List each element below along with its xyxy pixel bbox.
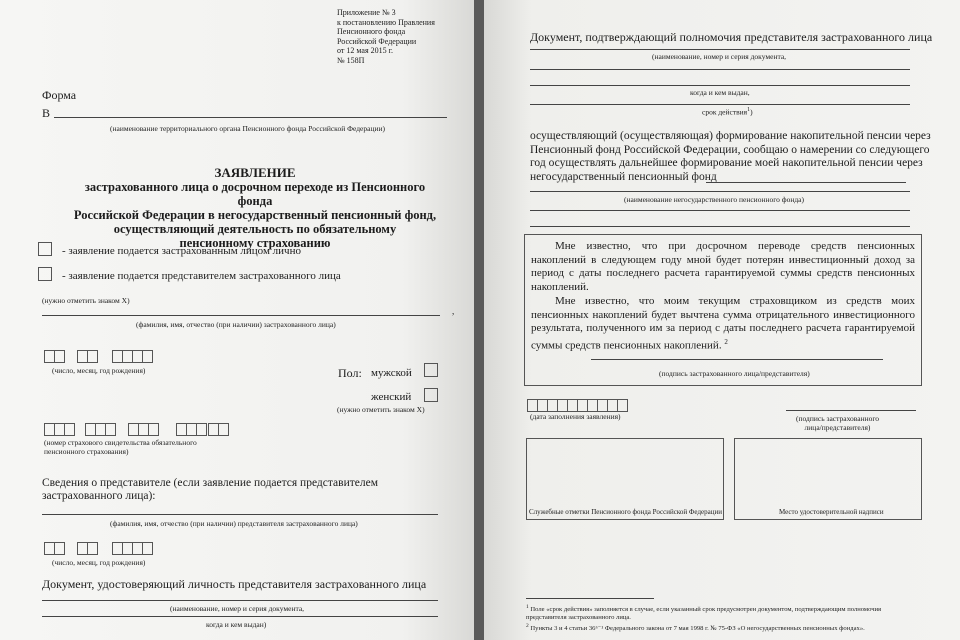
rep-birth-month-cells[interactable]: [77, 542, 97, 555]
npf-field-1[interactable]: [530, 191, 910, 192]
rep-fio-field[interactable]: [42, 514, 438, 515]
pfr-caption: (наименование территориального органа Пенсионного фонда Российской Федерации): [110, 124, 386, 133]
document-title: ЗАЯВЛЕНИЕ: [214, 165, 296, 180]
notice-paragraph-2: [531, 295, 915, 353]
rep-birth-caption: (число, месяц, год рождения): [52, 558, 146, 567]
footnote-separator: [526, 598, 654, 599]
option-personal-label: - заявление подается застрахованным лицом лично: [62, 245, 301, 257]
sex-female-label: женский: [371, 391, 412, 403]
notice-signature-field[interactable]: [591, 359, 883, 360]
rep-info-line-2: застрахованного лица):: [42, 490, 156, 502]
sign2-caption-line: лица/представителя): [804, 423, 871, 432]
footnote-ref-1: 1: [747, 107, 751, 113]
appendix-line: Российской Федерации: [337, 36, 417, 46]
pfr-service-caption: Служебные отметки Пенсионного фонда Российской Федерации: [529, 508, 722, 516]
snils-cells-1[interactable]: [44, 423, 74, 436]
snils-cells-5[interactable]: [208, 423, 228, 436]
snils-caption-line: пенсионного страхования): [44, 447, 129, 456]
auth-caption-3-end: ): [750, 107, 753, 117]
signature-field[interactable]: [786, 410, 916, 411]
footnote-ref-2: 2: [724, 337, 728, 346]
date-caption: (дата заполнения заявления): [530, 412, 621, 421]
mark-note: (нужно отметить знаком Х): [42, 296, 130, 305]
subtitle-line: Российской Федерации в негосударственный пенсионный фонд,: [73, 208, 437, 222]
right-page: [484, 0, 960, 640]
form-label: Форма: [42, 88, 77, 102]
npf-field-inline[interactable]: [706, 182, 906, 183]
rep-doc-caption-2: когда и кем выдан): [206, 620, 267, 629]
npf-caption: (наименование негосударственного пенсионного фонда): [624, 195, 804, 204]
notice-paragraph-2-text: Мне известно, что моим текущим страховщиком из средств моих пенсионных накоплений будет вычтена сумма отрицательного инвестиционного результата, полученного им за период с даты последнего расчета гарантируемой суммы средств пенсионных накоплений.: [531, 295, 915, 352]
footnote-1-mark: 1: [526, 604, 529, 610]
subtitle-line: застрахованного лица о досрочном переходе из Пенсионного фонда: [84, 180, 426, 208]
body-text: [530, 130, 931, 184]
notice-paragraph-1: Мне известно, что при досрочном переводе средств пенсионных накоплений в следующем году мной будет потерян инвестиционный доход за период с даты последнего расчета гарантируемой суммы средств пенсионных накоплений.: [531, 240, 915, 293]
appendix-line: № 158П: [337, 55, 365, 65]
checkbox-representative[interactable]: [38, 267, 52, 281]
snils-cells-4[interactable]: [176, 423, 206, 436]
birth-day-cells[interactable]: [44, 350, 64, 363]
sign2-caption: [796, 414, 879, 432]
left-page: [0, 0, 474, 640]
appendix-line: от 12 мая 2015 г.: [337, 46, 394, 55]
rep-doc-caption-1: (наименование, номер и серия документа,: [170, 604, 305, 613]
snils-caption-line: (номер страхового свидетельства обязательного: [44, 438, 197, 447]
body-line: негосударственный пенсионный фонд: [530, 170, 717, 183]
footnote-2: [526, 622, 918, 633]
sex-male-label: мужской: [371, 367, 412, 379]
sex-note: (нужно отметить знаком Х): [337, 405, 425, 414]
rep-birth-year-cells[interactable]: [112, 542, 152, 555]
rep-birth-day-cells[interactable]: [44, 542, 64, 555]
appendix-block: [337, 8, 435, 65]
auth-doc-field-4[interactable]: [530, 104, 910, 105]
snils-cells-3[interactable]: [128, 423, 158, 436]
rep-doc-title: Документ, удостоверяющий личность представителя застрахованного лица: [42, 577, 427, 591]
auth-doc-field-1[interactable]: [530, 49, 910, 50]
rep-info-line-1: Сведения о представителе (если заявление подается представителем: [42, 477, 378, 489]
pfr-field[interactable]: [54, 117, 447, 118]
snils-cells-2[interactable]: [85, 423, 115, 436]
npf-field-2[interactable]: [530, 210, 910, 211]
birth-month-cells[interactable]: [77, 350, 97, 363]
auth-caption-1: (наименование, номер и серия документа,: [652, 52, 787, 61]
checkbox-male[interactable]: [424, 363, 438, 377]
auth-caption-2: когда и кем выдан,: [690, 88, 750, 97]
footnote-2-mark: 2: [526, 623, 529, 630]
footnotes: [526, 603, 918, 633]
subtitle-line: пенсионному страхованию: [179, 236, 331, 250]
appendix-line: Приложение № 3: [337, 8, 396, 17]
birth-caption: (число, месяц, год рождения): [52, 366, 146, 375]
subtitle-line: осуществляющий деятельность по обязательному: [113, 222, 397, 236]
notice-box: [524, 234, 922, 386]
sign2-caption-line: (подпись застрахованного: [796, 414, 879, 423]
document-subtitle: [70, 180, 440, 250]
sex-label: Пол:: [338, 366, 362, 380]
notary-caption: Место удостоверительной надписи: [779, 508, 884, 516]
body-line: год осуществлять дальнейшее формирование моей накопительной пенсии через: [530, 157, 923, 169]
snils-caption: [44, 438, 197, 456]
auth-caption-3: [702, 107, 753, 117]
sign-caption: (подпись застрахованного лица/представителя): [659, 369, 810, 378]
rep-doc-field-2[interactable]: [42, 616, 438, 617]
auth-doc-title: Документ, подтверждающий полномочия представителя застрахованного лица: [530, 30, 933, 44]
fio-field[interactable]: [42, 315, 440, 316]
pfr-service-box: [526, 438, 724, 520]
notary-box: [734, 438, 922, 520]
fio-caption: (фамилия, имя, отчество (при наличии) застрахованного лица): [136, 320, 336, 329]
appendix-line: Пенсионного фонда: [337, 27, 406, 36]
footnote-2-text: Пункты 3 и 4 статьи 36⁶⁻¹ Федерального закона от 7 мая 1998 г. № 75-ФЗ «О негосударственных пенсионных фондах».: [530, 625, 865, 633]
appendix-line: к постановлению Правления: [337, 17, 435, 27]
footnote-1-text: Поле «срок действия» заполняется в случае, если указанный срок предусмотрен документом, подтверждающим полномочия представителя застрахованного лица.: [526, 606, 882, 622]
footnote-1: [526, 603, 918, 622]
to-prefix: В: [42, 106, 51, 120]
auth-doc-field-2[interactable]: [530, 69, 910, 70]
checkbox-female[interactable]: [424, 388, 438, 402]
rep-doc-field-1[interactable]: [42, 600, 438, 601]
auth-caption-3-text: срок действия: [702, 107, 748, 117]
auth-doc-field-3[interactable]: [530, 85, 910, 86]
option-representative-label: - заявление подается представителем застрахованного лица: [62, 270, 341, 282]
checkbox-personal[interactable]: [38, 242, 52, 256]
fio-comma: ,: [452, 306, 455, 316]
body-line: Пенсионный фонд Российской Федерации, сообщаю о намерении со следующего: [530, 143, 930, 156]
body-line: осуществляющий (осуществляющая) формирование накопительной пенсии через: [530, 130, 931, 142]
birth-year-cells[interactable]: [112, 350, 152, 363]
rep-fio-caption: (фамилия, имя, отчество (при наличии) представителя застрахованного лица): [110, 519, 358, 528]
npf-field-3[interactable]: [530, 226, 910, 227]
date-cells[interactable]: [527, 399, 627, 412]
